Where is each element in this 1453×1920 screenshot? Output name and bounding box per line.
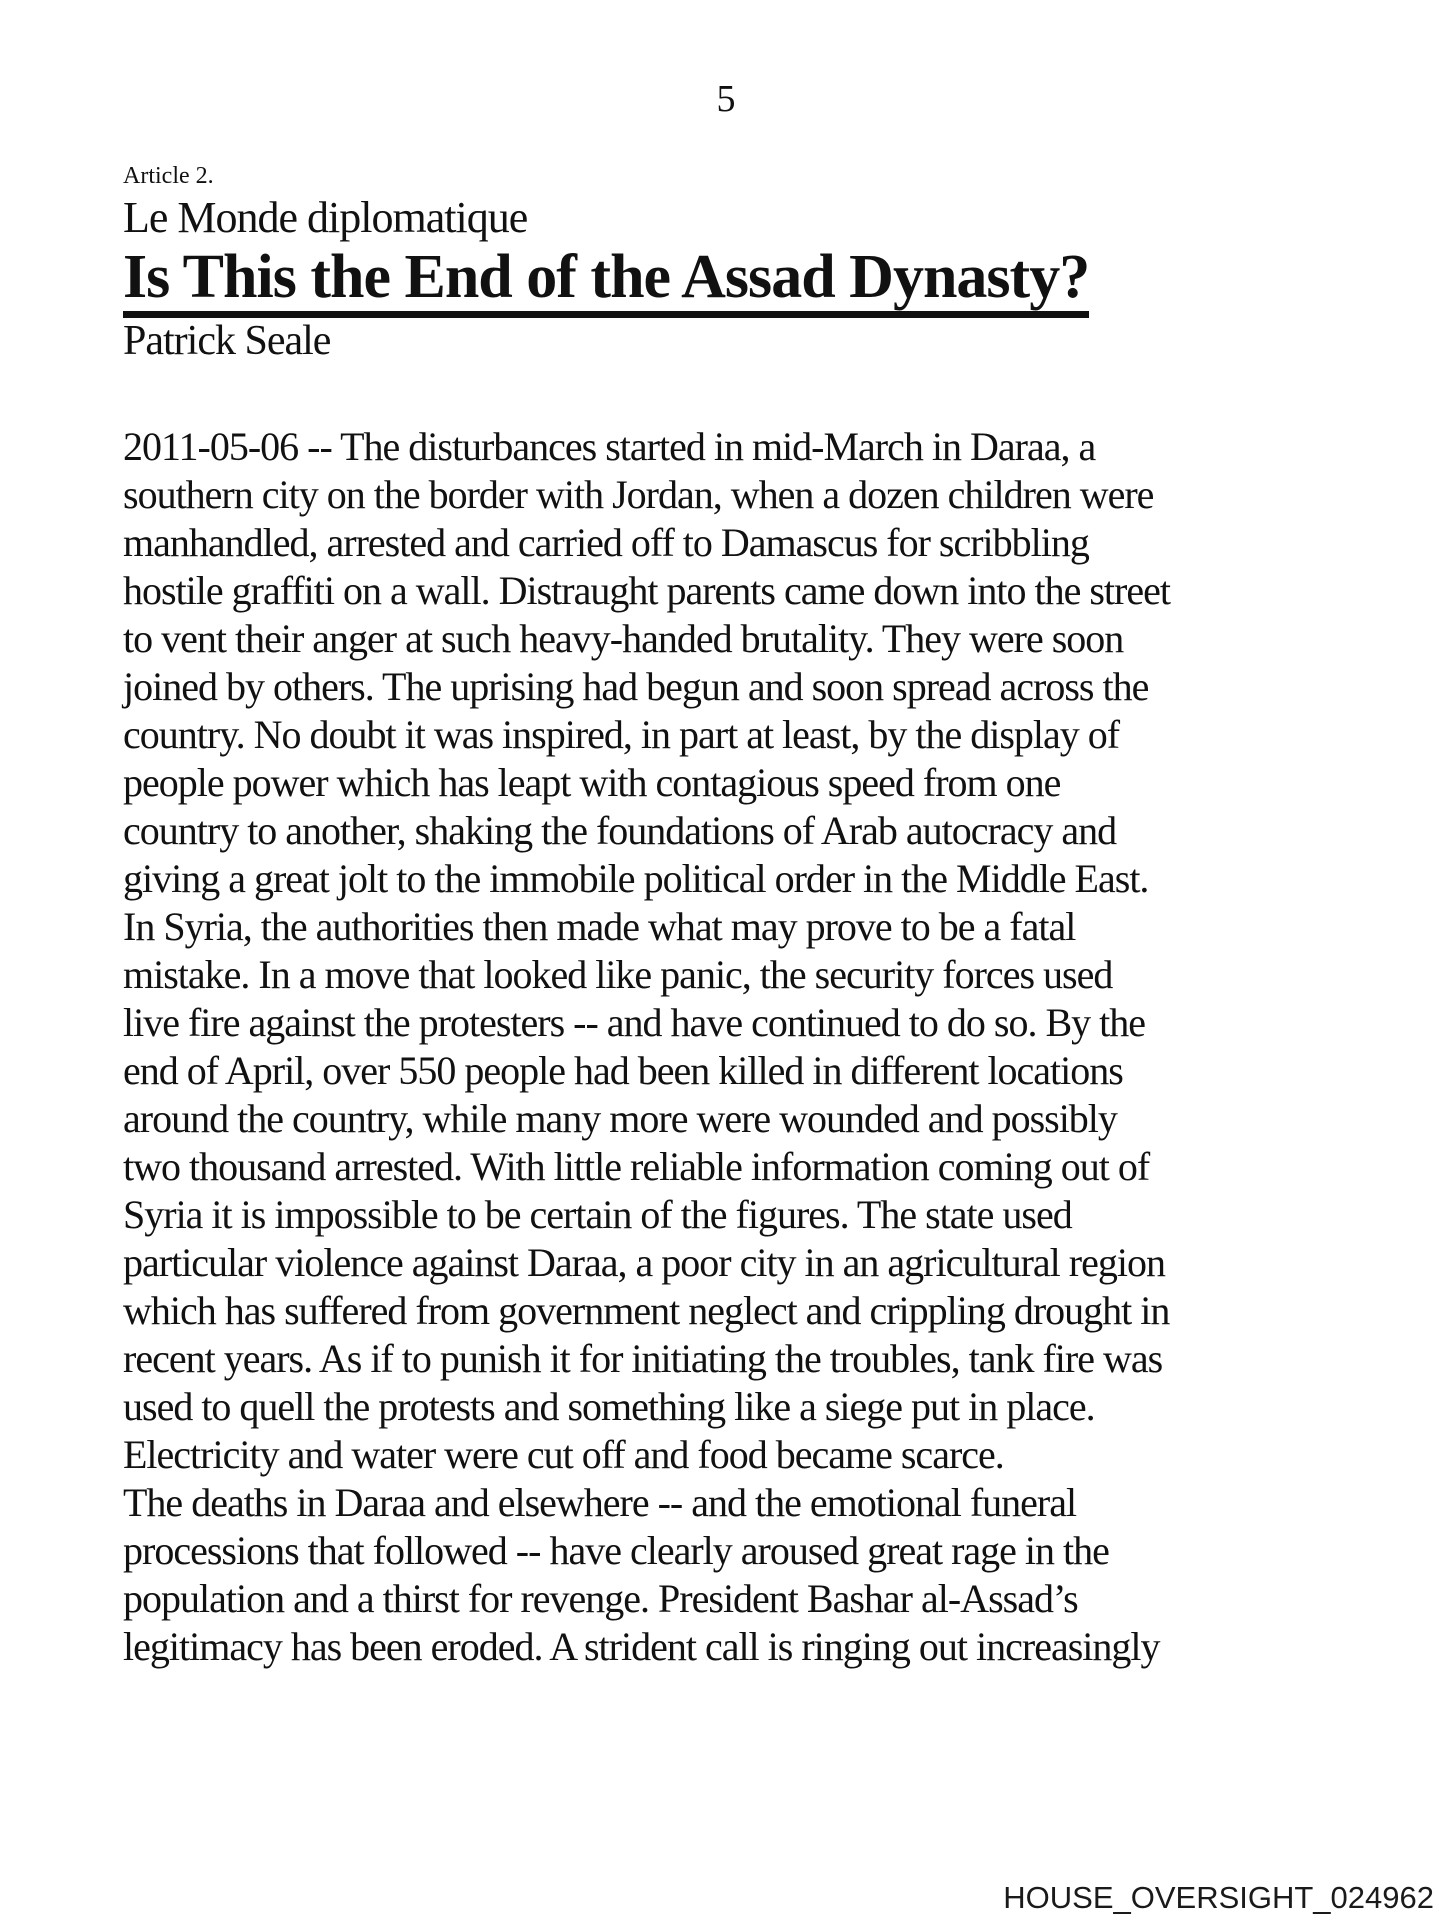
body-line: southern city on the border with Jordan, when a dozen children were xyxy=(123,472,1154,517)
body-line: In Syria, the authorities then made what may prove to be a fatal xyxy=(123,904,1076,949)
article-body xyxy=(123,423,1170,1671)
body-line: hostile graffiti on a wall. Distraught parents came down into the street xyxy=(123,568,1170,613)
body-line: to vent their anger at such heavy-handed brutality. They were soon xyxy=(123,616,1124,661)
body-line: Electricity and water were cut off and food became scarce. xyxy=(123,1432,1004,1477)
body-line: giving a great jolt to the immobile political order in the Middle East. xyxy=(123,856,1149,901)
body-line: The deaths in Daraa and elsewhere -- and the emotional funeral xyxy=(123,1480,1077,1525)
body-line: end of April, over 550 people had been killed in different locations xyxy=(123,1048,1123,1093)
body-line: people power which has leapt with contagious speed from one xyxy=(123,760,1061,805)
body-line: manhandled, arrested and carried off to Damascus for scribbling xyxy=(123,520,1089,565)
body-line: used to quell the protests and something like a siege put in place. xyxy=(123,1384,1095,1429)
body-line: two thousand arrested. With little reliable information coming out of xyxy=(123,1144,1150,1189)
body-line: joined by others. The uprising had begun and soon spread across the xyxy=(123,664,1149,709)
body-line: population and a thirst for revenge. President Bashar al-Assad’s xyxy=(123,1576,1078,1621)
page-number: 5 xyxy=(716,78,736,120)
body-line: which has suffered from government neglect and crippling drought in xyxy=(123,1288,1170,1333)
article-label: Article 2. xyxy=(123,163,214,189)
publication-name: Le Monde diplomatique xyxy=(123,193,528,242)
body-line: particular violence against Daraa, a poor city in an agricultural region xyxy=(123,1240,1165,1285)
body-line: live fire against the protesters -- and have continued to do so. By the xyxy=(123,1000,1146,1045)
body-line: legitimacy has been eroded. A strident call is ringing out increasingly xyxy=(123,1624,1160,1669)
body-line: Syria it is impossible to be certain of the figures. The state used xyxy=(123,1192,1072,1237)
body-line: processions that followed -- have clearly aroused great rage in the xyxy=(123,1528,1109,1573)
body-line: mistake. In a move that looked like panic, the security forces used xyxy=(123,952,1113,997)
body-line: country. No doubt it was inspired, in part at least, by the display of xyxy=(123,712,1120,757)
article-title: Is This the End of the Assad Dynasty? xyxy=(123,246,1089,318)
body-line: recent years. As if to punish it for initiating the troubles, tank fire was xyxy=(123,1336,1163,1381)
body-line: country to another, shaking the foundations of Arab autocracy and xyxy=(123,808,1117,853)
author-byline: Patrick Seale xyxy=(123,318,331,364)
bates-number: HOUSE_OVERSIGHT_024962 xyxy=(1003,1880,1434,1915)
body-line: around the country, while many more were wounded and possibly xyxy=(123,1096,1117,1141)
body-line: 2011-05-06 -- The disturbances started in mid-March in Daraa, a xyxy=(123,424,1096,469)
